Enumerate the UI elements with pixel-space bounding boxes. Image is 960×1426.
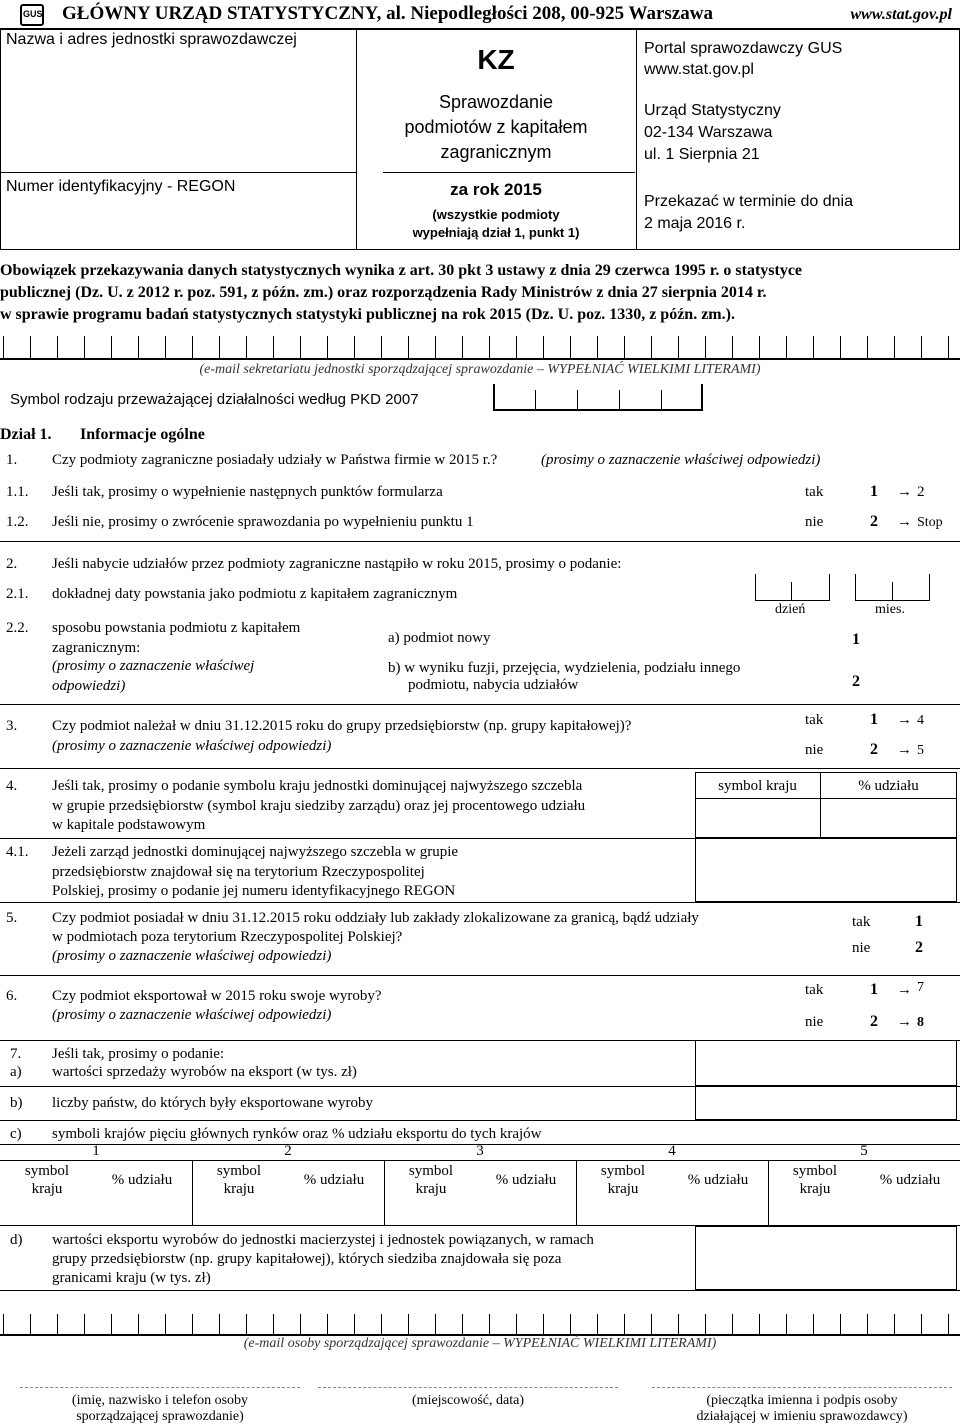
q4-text-2: w grupie przedsiębiorstw (symbol kraju siedziby zarządu) oraz jej procentowego udziału [52, 798, 586, 814]
q4-separator [0, 838, 695, 839]
header-url: www.stat.gov.pl [850, 6, 952, 23]
market-symbol-label-1: symbol [216, 1163, 262, 1179]
q1-1-goto: 2 [917, 484, 925, 500]
office-line-3: ul. 1 Sierpnia 21 [644, 146, 760, 163]
q6-yes-code[interactable]: 1 [870, 981, 878, 998]
market-symbol-input[interactable] [194, 1202, 284, 1224]
market-symbol-label-1: symbol [792, 1163, 838, 1179]
market-share-label: % udziału [303, 1172, 365, 1188]
q7-b-text: liczby państw, do których były eksportowane wyroby [52, 1095, 374, 1111]
q6-number: 6. [6, 988, 18, 1004]
q4-1-text-1: Jeżeli zarząd jednostki dominującej najwyższego szczebla w grupie [52, 844, 459, 860]
q2-2-option-b-code[interactable]: 2 [852, 673, 860, 690]
form-title-2: podmiotów z kapitałem [404, 117, 588, 137]
q4-col-country: symbol kraju [718, 778, 797, 794]
q2-2-hint-2: odpowiedzi) [52, 678, 126, 694]
market-share-input[interactable] [862, 1202, 958, 1224]
q2-2-text-2: zagranicznym: [52, 640, 141, 656]
q1-number: 1. [6, 452, 18, 468]
q3-no-label: nie [805, 742, 824, 758]
q1-2-text: Jeśli nie, prosimy o zwrócenie sprawozdania po wypełnieniu punktu 1 [52, 514, 474, 530]
deadline-line-2: 2 maja 2016 r. [644, 215, 746, 232]
signature-line-2 [318, 1387, 618, 1388]
q6-no-label: nie [805, 1014, 824, 1030]
footer-stamp-caption-2: działającej w imieniu sprawozdawcy) [696, 1409, 908, 1424]
q1-1-arrow-icon: → [897, 484, 912, 500]
portal-line-1: Portal sprawozdawczy GUS [644, 40, 843, 57]
footer-person-caption-2: sporządzającej sprawozdanie) [76, 1409, 244, 1424]
q5-no-label: nie [852, 940, 871, 956]
top-frame-divider-right [636, 28, 637, 250]
q6-no-goto: 8 [917, 1015, 924, 1030]
q7-text: Jeśli tak, prosimy o podanie: [52, 1046, 225, 1062]
market-symbol-label-1: symbol [600, 1163, 646, 1179]
market-number: 3 [476, 1143, 484, 1159]
q4-1-separator [0, 902, 960, 903]
q5-text-1: Czy podmiot posiadał w dniu 31.12.2015 roku oddziały lub zakłady zlokalizowane za granicą, bądź udziały [52, 910, 699, 926]
q6-hint: (prosimy o zaznaczenie właściwej odpowiedzi) [52, 1007, 332, 1023]
q7-d-text-1: wartości eksportu wyrobów do jednostki macierzystej i jednostek powiązanych, w ramach [52, 1232, 594, 1248]
q2-2-option-a-code[interactable]: 1 [852, 631, 860, 648]
q1-1-code[interactable]: 1 [870, 483, 878, 500]
email-person-caption: (e-mail osoby sporządzającej sprawozdanie – WYPEŁNIAĆ WIELKIMI LITERAMI) [243, 1336, 717, 1351]
office-line-2: 02-134 Warszawa [644, 124, 773, 141]
legal-line-1: Obowiązek przekazywania danych statystycznych wynika z art. 30 pkt 3 ustawy z dnia 29 czerwca 1995 r. o statystyce [0, 262, 803, 279]
q3-hint: (prosimy o zaznaczenie właściwej odpowiedzi) [52, 738, 332, 754]
q5-yes-code[interactable]: 1 [915, 913, 923, 930]
section-number: Dział 1. [0, 426, 52, 443]
market-number: 1 [92, 1143, 100, 1159]
q2-separator [0, 704, 960, 705]
market-share-input[interactable] [478, 1202, 574, 1224]
q6-no-code[interactable]: 2 [870, 1013, 878, 1030]
q6-no-arrow-icon: → [897, 1014, 912, 1030]
report-note-1: (wszystkie podmioty [432, 207, 560, 222]
q1-2-answer: nie [805, 514, 824, 530]
q4-text-1: Jeśli tak, prosimy o podanie symbolu kraju jednostki dominującej najwyższego szczebla [52, 778, 583, 794]
q7-a-text: wartości sprzedaży wyrobów na eksport (w tys. zł) [52, 1064, 357, 1080]
form-title-1: Sprawozdanie [438, 92, 554, 112]
header-title: GŁÓWNY URZĄD STATYSTYCZNY, al. Niepodległości 208, 00-925 Warszawa [62, 3, 713, 24]
q1-text: Czy podmioty zagraniczne posiadały udziały w Państwa firmie w 2015 r.? [52, 452, 498, 468]
q2-2-number: 2.2. [6, 620, 29, 636]
market-number: 4 [668, 1143, 676, 1159]
market-share-label: % udziału [879, 1172, 941, 1188]
market-symbol-input[interactable] [578, 1202, 668, 1224]
market-symbol-label-2: kraju [607, 1181, 639, 1197]
q2-text: Jeśli nabycie udziałów przez podmioty zagraniczne nastąpiło w roku 2015, prosimy o podanie: [52, 556, 622, 572]
q2-2-text-1: sposobu powstania podmiotu z kapitałem [52, 620, 301, 636]
q7-c-label: c) [10, 1126, 22, 1142]
q3-yes-goto: 4 [917, 713, 924, 728]
q3-number: 3. [6, 718, 18, 734]
q3-yes-label: tak [805, 712, 824, 728]
q7-d-input[interactable] [695, 1226, 957, 1290]
q4-col-share: % udziału [858, 778, 919, 794]
left-box-divider [0, 172, 356, 173]
q5-yes-label: tak [852, 914, 871, 930]
office-line-1: Urząd Statystyczny [644, 102, 781, 119]
unit-name-label: Nazwa i adres jednostki sprawozdawczej [6, 31, 297, 48]
market-number: 2 [284, 1143, 292, 1159]
center-rule [383, 172, 635, 173]
market-symbol-label-1: symbol [408, 1163, 454, 1179]
regon-label: Numer identyfikacyjny - REGON [6, 178, 236, 195]
q2-number: 2. [6, 556, 18, 572]
footer-stamp-caption-1: (pieczątka imienna i podpis osoby [706, 1393, 898, 1408]
q5-no-code[interactable]: 2 [915, 939, 923, 956]
q2-1-date-field[interactable] [755, 574, 940, 602]
market-share-label: % udziału [495, 1172, 557, 1188]
q1-hint: (prosimy o zaznaczenie właściwej odpowiedzi) [541, 452, 821, 468]
q4-share-input[interactable] [821, 799, 956, 837]
q5-number: 5. [6, 910, 18, 926]
q7-number: 7. [10, 1046, 22, 1062]
q7-d-label: d) [10, 1232, 23, 1248]
email-secretariat-caption: (e-mail sekretariatu jednostki sporządzającej sprawozdanie – WYPEŁNIAĆ WIELKIMI LITERAMI) [199, 362, 761, 377]
q1-2-arrow-icon: → [897, 514, 912, 530]
gus-logo-text: GUS [23, 9, 43, 19]
q4-1-number: 4.1. [6, 844, 29, 860]
q2-1-month-label: mies. [875, 602, 905, 617]
q2-1-number: 2.1. [6, 586, 29, 602]
legal-line-2: publicznej (Dz. U. z 2012 r. poz. 591, z późn. zm.) oraz rozporządzenia Rady Ministrów z dnia 27 sierpnia 2014 r. [0, 284, 767, 301]
footer-person-caption-1: (imię, nazwisko i telefon osoby [71, 1393, 249, 1408]
portal-line-2: www.stat.gov.pl [644, 61, 754, 78]
q1-2-code[interactable]: 2 [870, 513, 878, 530]
q3-no-arrow-icon: → [897, 742, 912, 758]
q6-yes-arrow-icon: → [897, 982, 912, 998]
q5-text-2: w podmiotach poza terytorium Rzeczypospolitej Polskiej? [52, 929, 403, 945]
form-title-3: zagranicznym [440, 142, 552, 162]
market-share-input[interactable] [286, 1202, 382, 1224]
market-symbol-input[interactable] [386, 1202, 476, 1224]
report-note-2: wypełniają dział 1, punkt 1) [412, 225, 580, 240]
q7-c-text: symboli krajów pięciu głównych rynków oraz % udziału eksportu do tych krajów [52, 1126, 542, 1142]
q7-b-input[interactable] [695, 1086, 957, 1120]
q2-2-option-a: a) podmiot nowy [388, 630, 491, 646]
q4-number: 4. [6, 778, 18, 794]
q4-1-text-2: przedsiębiorstw znajdował się na terytorium Rzeczypospolitej [52, 864, 425, 880]
market-symbol-label-2: kraju [799, 1181, 831, 1197]
footer-place-date-caption: (miejscowość, data) [412, 1393, 524, 1408]
market-number: 5 [860, 1143, 868, 1159]
q5-separator [0, 975, 960, 976]
q4-text-3: w kapitale podstawowym [52, 817, 206, 833]
signature-line-1 [20, 1387, 300, 1388]
pkd-label: Symbol rodzaju przeważającej działalności według PKD 2007 [10, 391, 419, 408]
form-code: KZ [477, 44, 515, 75]
report-year: za rok 2015 [450, 180, 542, 199]
market-symbol-label-2: kraju [31, 1181, 63, 1197]
q4-1-regon-field[interactable] [695, 838, 957, 902]
market-symbol-label-2: kraju [223, 1181, 255, 1197]
q3-yes-arrow-icon: → [897, 712, 912, 728]
q2-1-text: dokładnej daty powstania jako podmiotu z kapitałem zagranicznym [52, 586, 458, 602]
market-share-input[interactable] [94, 1202, 190, 1224]
q1-1-number: 1.1. [6, 484, 29, 500]
q2-2-hint-1: (prosimy o zaznaczenie właściwej [52, 658, 255, 674]
q5-hint: (prosimy o zaznaczenie właściwej odpowiedzi) [52, 948, 332, 964]
q1-1-text: Jeśli tak, prosimy o wypełnienie następnych punktów formularza [52, 484, 443, 500]
q3-text: Czy podmiot należał w dniu 31.12.2015 roku do grupy przedsiębiorstw (np. grupy kapitałowej)? [52, 718, 632, 734]
q7-b-label: b) [10, 1095, 23, 1111]
market-symbol-input[interactable] [770, 1202, 860, 1224]
pkd-code-field[interactable] [493, 384, 703, 410]
q6-yes-goto: 7 [917, 980, 924, 995]
q7-a-label: a) [10, 1064, 22, 1080]
q3-separator [0, 768, 960, 769]
q6-yes-label: tak [805, 982, 824, 998]
q1-separator [0, 541, 960, 542]
market-symbol-input[interactable] [2, 1202, 92, 1224]
signature-line-3 [652, 1387, 952, 1388]
market-symbol-label-2: kraju [415, 1181, 447, 1197]
q3-no-code[interactable]: 2 [870, 741, 878, 758]
market-share-label: % udziału [687, 1172, 749, 1188]
q1-2-number: 1.2. [6, 514, 29, 530]
q3-no-goto: 5 [917, 743, 924, 758]
q1-1-answer: tak [805, 484, 824, 500]
q7-d-text-3: granicami kraju (w tys. zł) [52, 1270, 211, 1286]
section-title: Informacje ogólne [80, 426, 205, 443]
q2-1-day-label: dzień [775, 602, 806, 617]
market-share-label: % udziału [111, 1172, 173, 1188]
q4-country-input[interactable] [696, 799, 819, 837]
q2-2-option-b-1: b) w wyniku fuzji, przejęcia, wydzielenia, podziału innego [388, 660, 741, 676]
q4-1-text-3: Polskiej, prosimy o podanie jej numeru identyfikacyjnego REGON [52, 883, 456, 899]
q1-2-goto: Stop [917, 515, 943, 530]
deadline-line-1: Przekazać w terminie do dnia [644, 193, 853, 210]
gus-logo [20, 4, 44, 26]
q6-text: Czy podmiot eksportował w 2015 roku swoje wyroby? [52, 988, 382, 1004]
q2-2-option-b-2: podmiotu, nabycia udziałów [408, 677, 579, 693]
q7-a-input[interactable] [695, 1040, 957, 1086]
legal-line-3: w sprawie programu badań statystycznych statystyki publicznej na rok 2015 (Dz. U. poz. 1330, z późn. zm.). [0, 306, 735, 323]
q3-yes-code[interactable]: 1 [870, 711, 878, 728]
q7-d-text-2: grupy przedsiębiorstw (np. grupy kapitałowej), których siedziba znajdowała się poza [52, 1251, 562, 1267]
market-symbol-label-1: symbol [24, 1163, 70, 1179]
market-share-input[interactable] [670, 1202, 766, 1224]
